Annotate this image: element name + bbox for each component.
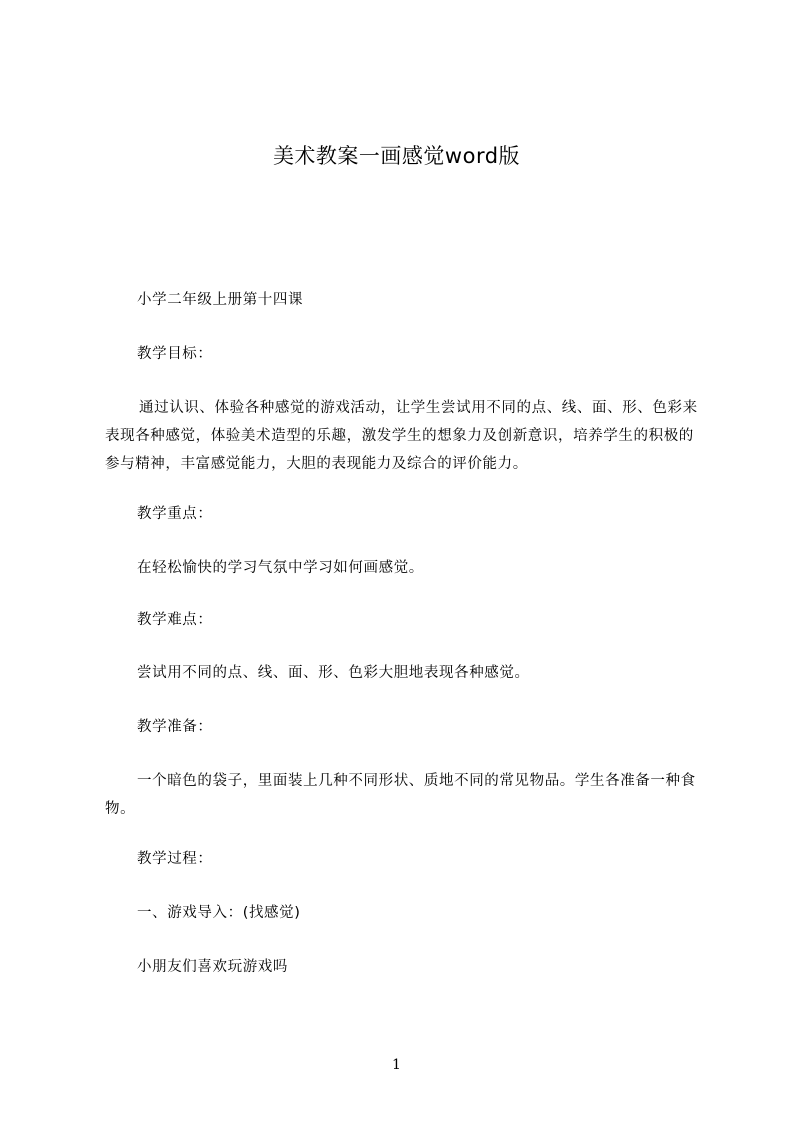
heading-teaching-process: 教学过程： <box>137 851 213 867</box>
paragraph-grade-lesson: 小学二年级上册第十四课 <box>137 292 304 308</box>
heading-teaching-focus: 教学重点： <box>137 506 213 522</box>
heading-game-intro: 一、游戏导入：(找感觉) <box>137 905 301 921</box>
paragraph-game-question: 小朋友们喜欢玩游戏吗 <box>137 959 288 975</box>
document-title: 美术教案一画感觉word版 <box>272 144 521 168</box>
paragraph-teaching-focus: 在轻松愉快的学习气氛中学习如何画感觉。 <box>137 560 424 576</box>
heading-teaching-objectives: 教学目标： <box>137 346 213 362</box>
heading-teaching-difficulty: 教学难点： <box>137 612 213 628</box>
paragraph-teaching-preparation: 一个暗色的袋子，里面装上几种不同形状、质地不同的常见物品。学生各准备一种食物。 <box>105 773 696 817</box>
paragraph-teaching-difficulty: 尝试用不同的点、线、面、形、色彩大胆地表现各种感觉。 <box>137 665 530 681</box>
page-number: 1 <box>392 1057 401 1073</box>
heading-teaching-preparation: 教学准备： <box>137 719 213 735</box>
paragraph-teaching-objectives: 通过认识、体验各种感觉的游戏活动，让学生尝试用不同的点、线、面、形、色彩来表现各种感觉，体验美术造型的乐趣，激发学生的想象力及创新意识，培养学生的积极的参与精神，丰富感觉能力，大胆的表现能力及综合的评价能力。 <box>105 400 698 472</box>
